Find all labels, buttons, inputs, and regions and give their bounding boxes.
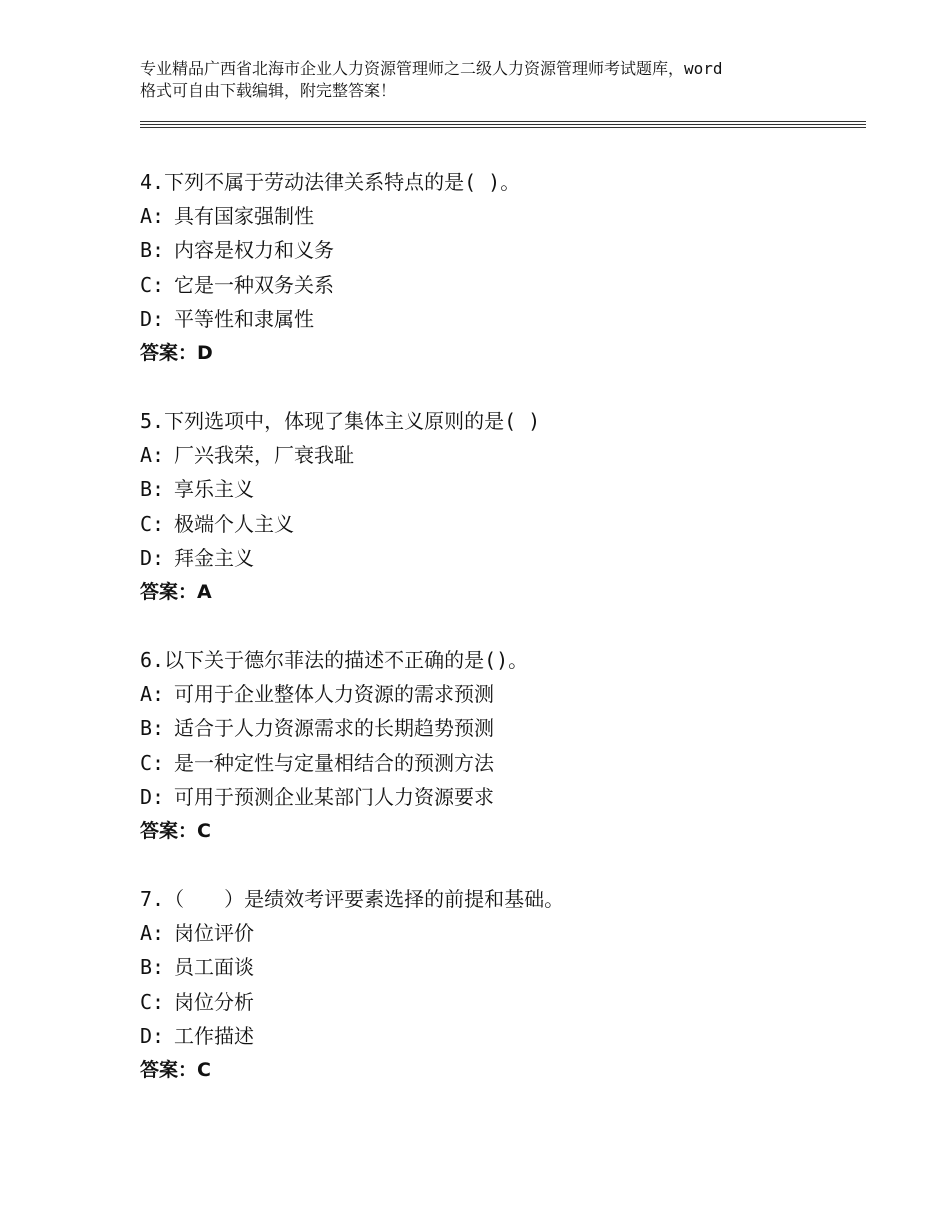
option-text: 适合于人力资源需求的长期趋势预测 — [174, 716, 494, 741]
option-c — [140, 268, 860, 302]
question-4 — [140, 165, 860, 370]
question-stem: 6.以下关于德尔菲法的描述不正确的是()。 — [140, 648, 529, 672]
question-stem: 5.下列选项中，体现了集体主义原则的是( ) — [140, 409, 541, 433]
option-letter: C: — [140, 511, 165, 536]
option-letter: C: — [140, 272, 165, 297]
option-text: 工作描述 — [174, 1023, 254, 1048]
answer-label: 答案：D — [140, 341, 213, 364]
option-d — [140, 302, 860, 336]
option-d — [140, 780, 860, 814]
option-c — [140, 985, 860, 1019]
question-7 — [140, 882, 860, 1087]
option-text: 内容是权力和义务 — [174, 238, 334, 263]
option-letter: A: — [140, 204, 165, 229]
option-text: 它是一种双务关系 — [174, 272, 334, 297]
option-d — [140, 541, 860, 575]
option-text: 是一种定性与定量相结合的预测方法 — [174, 750, 494, 775]
option-letter: C: — [140, 989, 165, 1014]
answer-label: 答案：C — [140, 1058, 211, 1081]
answer-label: 答案：A — [140, 580, 212, 603]
option-c — [140, 746, 860, 780]
option-a — [140, 199, 860, 233]
option-letter: B: — [140, 955, 165, 980]
header-divider — [140, 124, 866, 125]
option-letter: B: — [140, 477, 165, 502]
option-text: 岗位评价 — [174, 921, 254, 946]
option-a — [140, 916, 860, 950]
option-c — [140, 507, 860, 541]
question-5 — [140, 404, 860, 609]
option-text: 拜金主义 — [174, 545, 254, 570]
answer-label: 答案：C — [140, 819, 211, 842]
option-letter: C: — [140, 750, 165, 775]
header-divider — [140, 127, 866, 128]
option-letter: B: — [140, 716, 165, 741]
question-stem: 4.下列不属于劳动法律关系特点的是( )。 — [140, 170, 521, 194]
document-header — [140, 58, 840, 102]
option-letter: D: — [140, 784, 165, 809]
header-title-line-1: 专业精品广西省北海市企业人力资源管理师之二级人力资源管理师考试题库，word — [140, 59, 723, 78]
option-b — [140, 233, 860, 267]
option-text: 可用于企业整体人力资源的需求预测 — [174, 682, 494, 707]
option-text: 员工面谈 — [174, 955, 254, 980]
option-text: 极端个人主义 — [174, 511, 294, 536]
header-divider — [140, 121, 866, 122]
option-b — [140, 950, 860, 984]
question-6 — [140, 643, 860, 848]
option-letter: B: — [140, 238, 165, 263]
option-d — [140, 1019, 860, 1053]
option-a — [140, 438, 860, 472]
option-text: 岗位分析 — [174, 989, 254, 1014]
option-text: 享乐主义 — [174, 477, 254, 502]
question-stem: 7.（ ）是绩效考评要素选择的前提和基础。 — [140, 887, 565, 911]
option-text: 平等性和隶属性 — [174, 306, 314, 331]
option-letter: A: — [140, 443, 165, 468]
option-letter: D: — [140, 545, 165, 570]
option-letter: D: — [140, 306, 165, 331]
option-a — [140, 677, 860, 711]
option-b — [140, 711, 860, 745]
option-letter: A: — [140, 682, 165, 707]
option-letter: D: — [140, 1023, 165, 1048]
option-letter: A: — [140, 921, 165, 946]
option-text: 可用于预测企业某部门人力资源要求 — [174, 784, 494, 809]
option-text: 具有国家强制性 — [174, 204, 314, 229]
option-b — [140, 472, 860, 506]
header-title-line-2: 格式可自由下载编辑，附完整答案！ — [140, 81, 397, 100]
option-text: 厂兴我荣，厂衰我耻 — [174, 443, 354, 468]
